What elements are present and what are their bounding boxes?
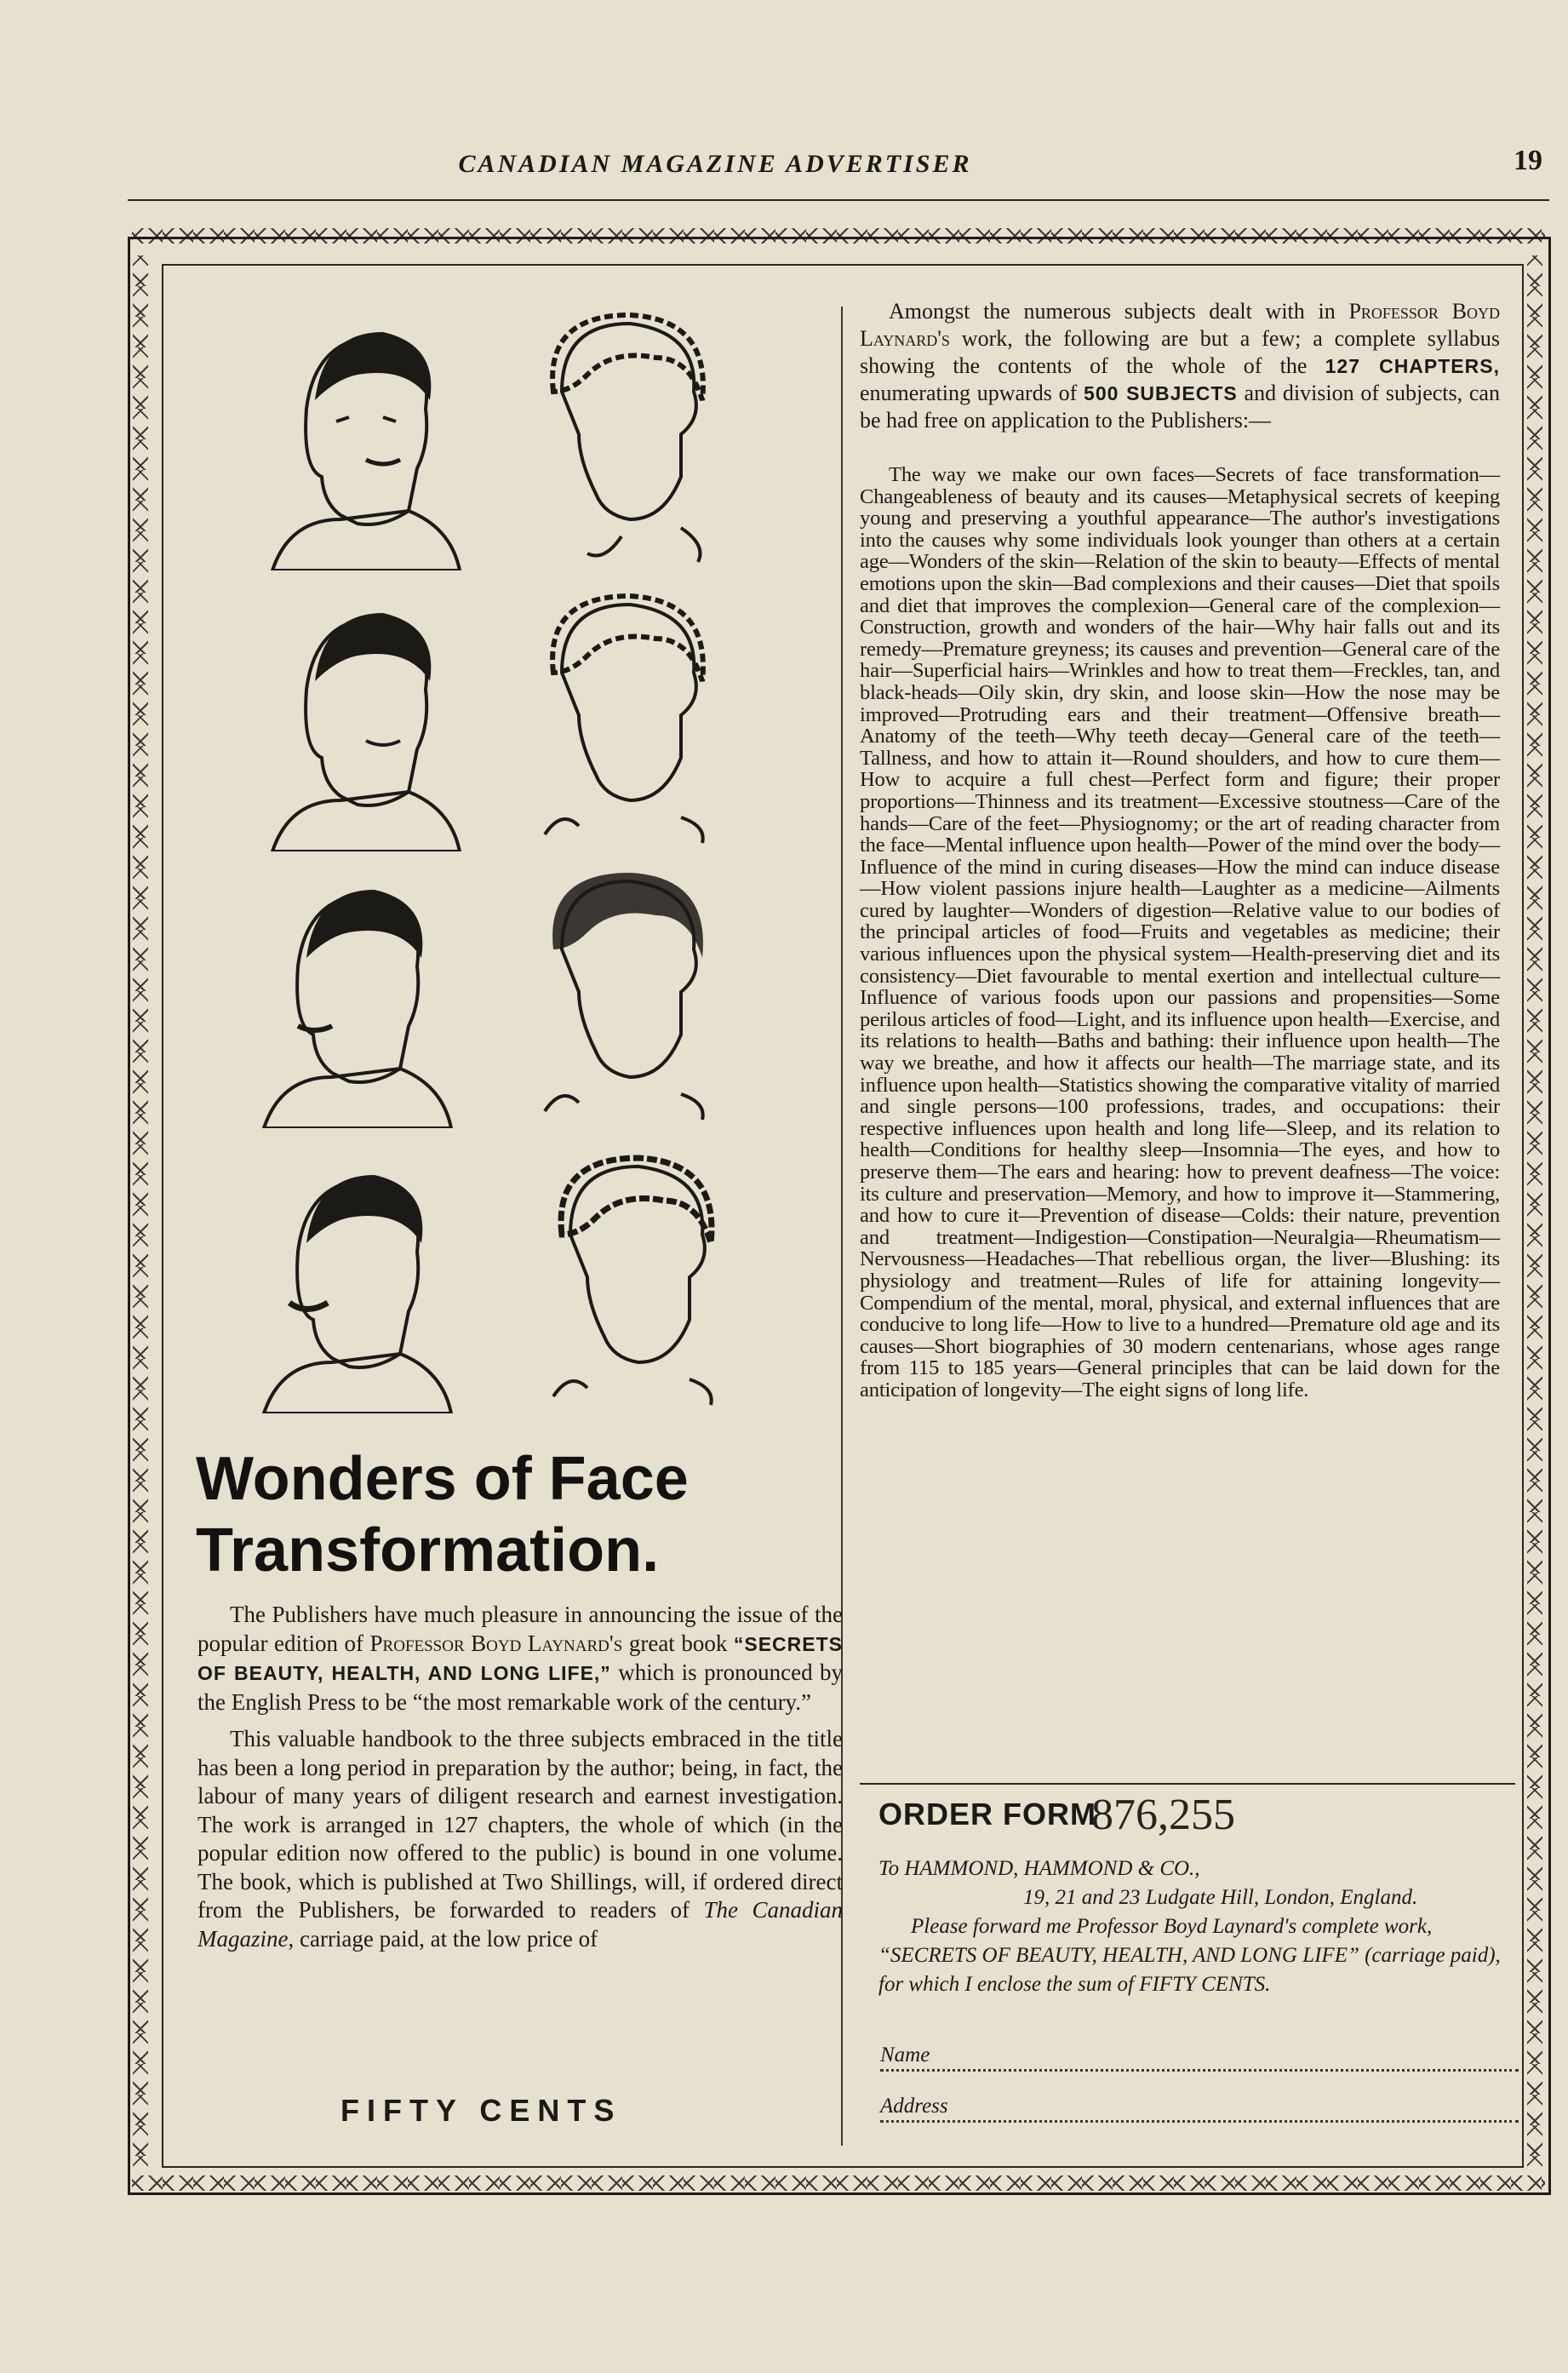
order-form-rule [860, 1783, 1515, 1785]
order-request: Please forward me Professor Boyd Laynard's complete work, “SECRETS OF BEAUTY, HEALTH, AND LONG LIFE” (carriage paid), for which I enclose the sum of FIFTY CENTS. [878, 1915, 1501, 1996]
woman-portrait-icon [511, 864, 724, 1128]
man-portrait-icon [247, 1149, 460, 1413]
running-title: CANADIAN MAGAZINE ADVERTISER [458, 150, 972, 178]
order-form-number: 876,255 [1091, 1791, 1235, 1839]
decorative-border-right [1527, 255, 1546, 2171]
woman-portrait-icon [511, 588, 724, 851]
address-field[interactable]: Address [880, 2095, 1519, 2123]
name-field[interactable]: Name [880, 2043, 1519, 2072]
header-rule [128, 199, 1549, 201]
woman-portrait-icon [519, 1149, 732, 1413]
description-paragraph: This valuable handbook to the three subjects embraced in the title has been a long period in preparation by the author; being, in fact, the labour of many years of diligent research and earnest investigation. The work is arranged in 127 chapters, the whole of which (in the popular edition now offered to the public) is bound in one volume. The book, which is published at Two Shillings, will, if ordered direct from the Publishers, be forwarded to readers of The Canadian Magazine, carriage paid, at the low price of [197, 1726, 843, 1952]
right-column-intro: Amongst the numerous subjects dealt with in Professor Boyd Laynard's work, the following are but a few; a complete syllabus showing the contents of the whole of the 127 CHAPTERS, enumerating upwards of 500 SUBJECTS and division of subjects, can be had free on application to the Publishers:— [860, 299, 1500, 433]
left-column-text [197, 1601, 843, 1962]
page-header [128, 143, 1551, 194]
order-address: 19, 21 and 23 Ludgate Hill, London, England. [1023, 1886, 1418, 1909]
decorative-border-top [132, 228, 1545, 254]
headline [196, 1443, 843, 1586]
portrait-illustrations [247, 307, 783, 1430]
subject-list: The way we make our own faces—Secrets of face transformation—Changeableness of beauty and its causes—Metaphysical secrets of keeping young and preserving a youthful appearance—The author's investigations into the causes why some individuals look younger than others at a certain age—Wonders of the skin—Relation of the skin to beauty—Effects of mental emotions upon the skin—Bad complexions and their causes—Diet that spoils and diet that improves the complexion—General care of the complexion—Construction, growth and wonders of the hair—Why hair falls out and its remedy—Premature greyness; its causes and prevention—General care of the hair—Superficial hairs—Wrinkles and how to treat them—Freckles, tan, and black-heads—Oily skin, dry skin, and loose skin—How the nose may be improved—Protruding ears and their treatment—Offensive breath—Anatomy of the teeth—Why teeth decay—General care of the teeth—Tallness, and how to attain it—Round shoulders, and how to cure them—How to acquire a full chest—Perfect form and figure; their proper proportions—Thinness and its treatment—Excessive stoutness—Care of the hands—Care of the feet—Physiognomy; or the art of reading character from the face—Mental influence upon health—Power of the mind over the body—Influence of the mind in curing diseases—How the mind can induce disease—How violent passions injure health—Laughter as a medicine—Ailments cured by laughter—Wonders of digestion—Relative value to our bodies of the principal articles of food—Fruits and vegetables as medicine; their various influences upon the physical system—Health-preserving diet and its consistency—Diet favourable to mental exertion and intellectual culture—Influence of various foods upon our passions and propensities—Some perilous articles of food—Light, and its influence upon health—Exercise, and its relations to health—Baths and bathing: their influence upon health—The way we breathe, and how it affects our health—The marriage state, and its influence upon health—Statistics showing the comparative vitality of married and single persons—100 professions, trades, and occupations: their respective influences upon health and long life—Sleep, and its relation to health—Conditions for healthy sleep—Insomnia—The eyes, and how to preserve them—The ears and hearing: how to prevent deafness—The voice: its culture and preservation—Memory, and how to improve it—Stammering, and how to cure it—Prevention of disease—Colds: their nature, prevention and treatment—Indigestion—Constipation—Neuralgia—Rheumatism—Nervousness—Headaches—That rebellious organ, the liver—Blushing: its physiology and treatment—Rules of life for attaining longevity—Compendium of the mental, moral, physical, and external influences that are conducive to long life—How to live to a hundred—Premature old age and its causes—Short biographies of 30 modern centenarians, whose ages range from 115 to 185 years—General principles that can be laid down for the anticipation of longevity—The eight signs of long life. [860, 463, 1500, 1401]
headline-line-1: Wonders of Face [196, 1445, 689, 1513]
man-portrait-icon [247, 864, 460, 1128]
decorative-border-bottom [132, 2175, 1545, 2201]
order-recipient: To HAMMOND, HAMMOND & CO., [878, 1857, 1200, 1880]
order-form-title: ORDER FORM [878, 1797, 1096, 1831]
price-label: FIFTY CENTS [340, 2093, 622, 2128]
man-portrait-icon [255, 588, 468, 851]
order-form-text [878, 1854, 1517, 1999]
announcement-paragraph: The Publishers have much pleasure in announcing the issue of the popular edition of Professor Boyd Laynard's great book “SECRETS OF BEAUTY, HEALTH, AND LONG LIFE,” which is pronounced by the English Press to be “the most remarkable work of the century.” [197, 1602, 844, 1715]
page-number: 19 [1514, 145, 1542, 176]
headline-line-2: Transformation. [196, 1516, 660, 1585]
woman-portrait-icon [511, 307, 724, 570]
decorative-border-left [133, 255, 152, 2171]
man-portrait-icon [255, 307, 468, 570]
